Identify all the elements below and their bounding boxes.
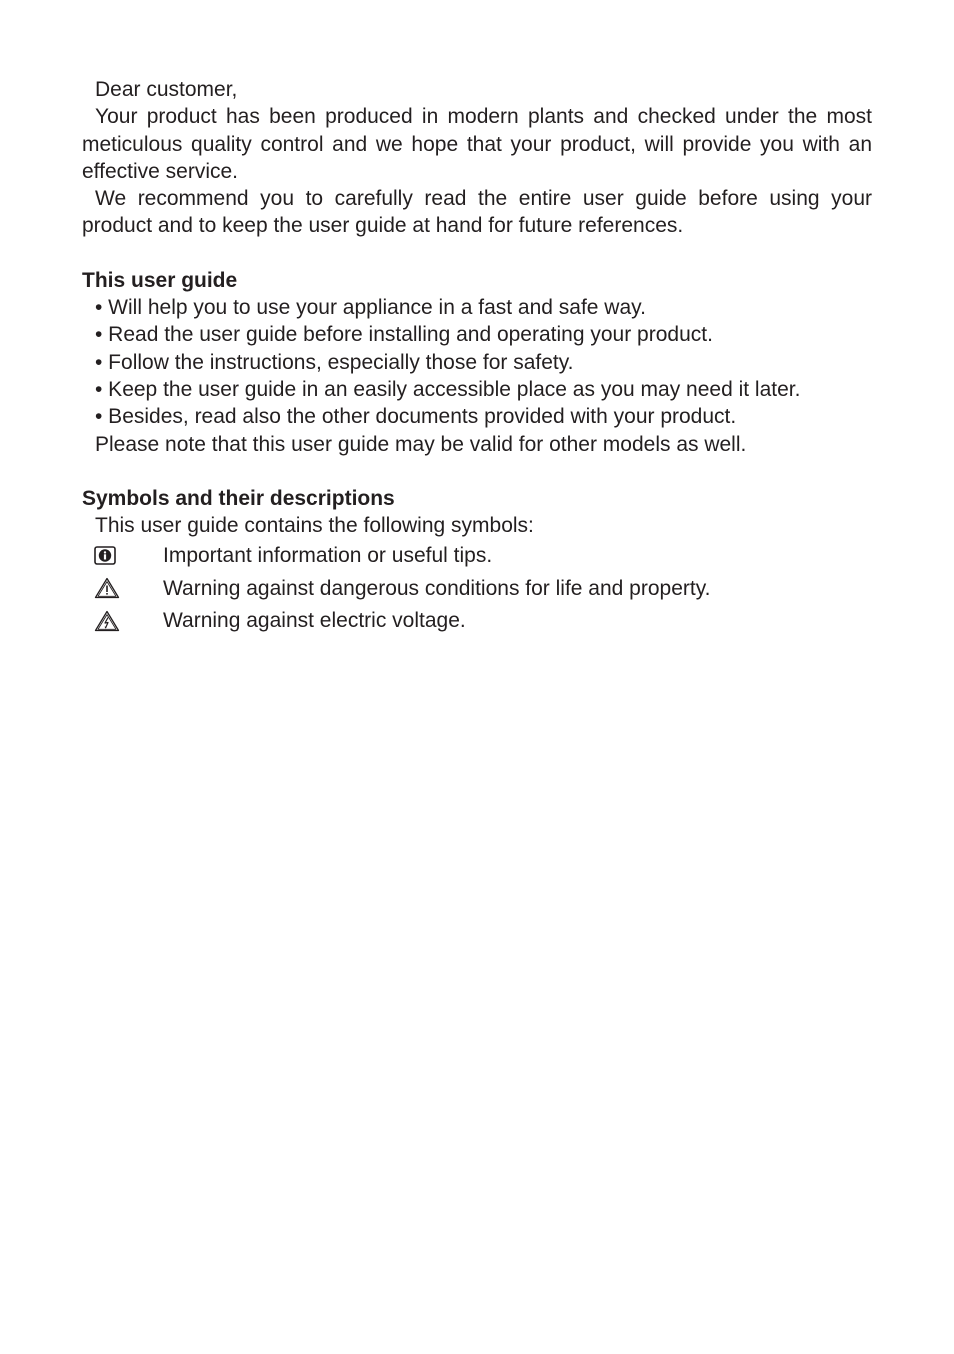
bullet-item: • Read the user guide before installing and operating your product. (95, 323, 713, 347)
bullet-item: • Besides, read also the other documents provided with your product. (95, 405, 737, 429)
info-icon (82, 546, 163, 566)
symbols-heading: Symbols and their descriptions (82, 486, 395, 510)
user-guide-note: Please note that this user guide may be valid for other models as well. (95, 432, 747, 456)
section-spacer (82, 240, 872, 267)
symbol-description: Warning against electric voltage. (163, 609, 466, 633)
bullet-item: • Will help you to use your appliance in a fast and safe way. (95, 296, 646, 320)
bullet-item: • Follow the instructions, especially those for safety. (95, 350, 574, 374)
user-guide-bullet-list (82, 294, 872, 430)
greeting: Dear customer, (95, 78, 238, 101)
symbol-description: Important information or useful tips. (163, 544, 493, 568)
symbols-intro: This user guide contains the following symbols: (95, 514, 534, 538)
symbol-row-warning (82, 572, 872, 605)
intro-paragraph-2: We recommend you to carefully read the entire user guide before using your product and to keep the user guide at hand for future references. (82, 187, 872, 238)
section-spacer (82, 458, 872, 485)
warning-triangle-icon (82, 577, 163, 599)
electric-warning-icon (82, 610, 163, 632)
bullet-item: • Keep the user guide in an easily accessible place as you may need it later. (95, 377, 801, 401)
user-guide-heading: This user guide (82, 268, 238, 292)
symbol-row-info (82, 539, 872, 572)
symbol-description: Warning against dangerous conditions for life and property. (163, 576, 711, 600)
symbol-row-electric (82, 605, 872, 638)
document-page (82, 76, 872, 637)
intro-paragraph-1: Your product has been produced in modern plants and checked under the most meticulous quality control and we hope that your product, will provide you with an effective service. (82, 105, 872, 183)
